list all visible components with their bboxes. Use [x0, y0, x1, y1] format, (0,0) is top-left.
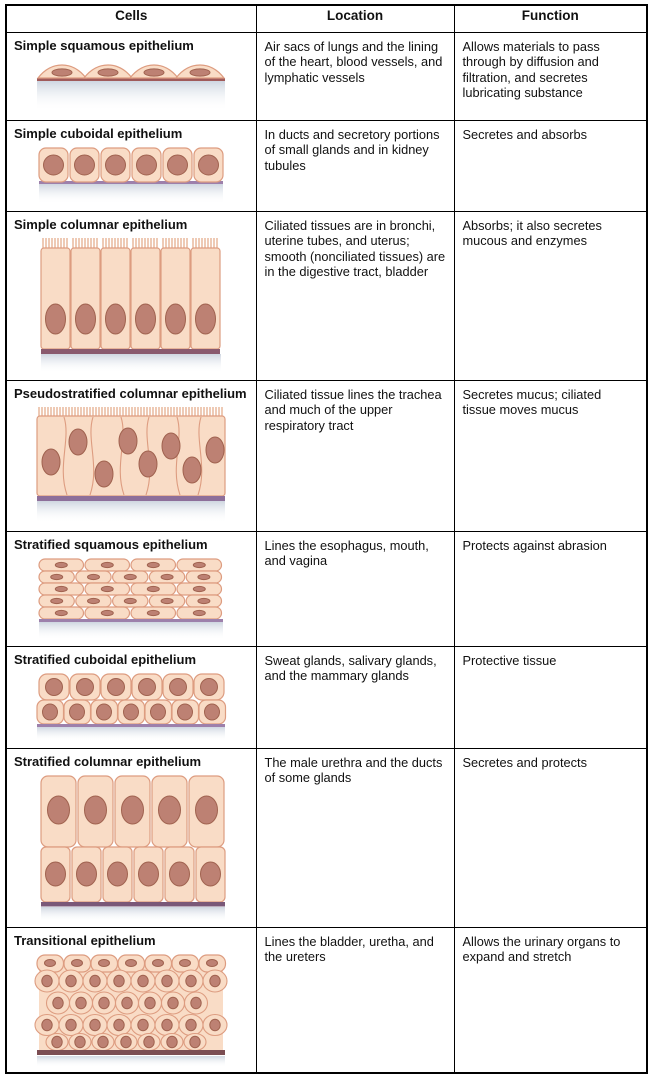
- table-row-pseudostratified-columnar: [6, 380, 647, 531]
- table-row-transitional: [6, 927, 647, 1073]
- location-text: Ciliated tissue lines the trachea and much of the upper respiratory tract: [256, 380, 454, 531]
- tissue-name: Stratified columnar epithelium: [14, 753, 202, 769]
- tissue-name: Simple columnar epithelium: [14, 216, 188, 232]
- tissue-name: Pseudostratified columnar epithelium: [14, 385, 247, 401]
- location-text: Lines the esophagus, mouth, and vagina: [256, 531, 454, 646]
- location-text: The male urethra and the ducts of some glands: [256, 748, 454, 927]
- tissue-name: Stratified cuboidal epithelium: [14, 651, 197, 667]
- tissue-name: Simple squamous epithelium: [14, 37, 194, 53]
- function-text: Allows the urinary organs to expand and stretch: [454, 927, 647, 1073]
- stratified-columnar-illustration: [7, 770, 256, 927]
- location-text: Ciliated tissues are in bronchi, uterine tubes, and uterus; smooth (nonciliated tissues) are in the digestive tract, bladder: [256, 211, 454, 380]
- table-row-simple-squamous: [6, 32, 647, 120]
- table-row-simple-columnar: [6, 211, 647, 380]
- function-text: Secretes and absorbs: [454, 120, 647, 211]
- function-text: Protective tissue: [454, 646, 647, 748]
- table-row-stratified-columnar: [6, 748, 647, 927]
- tissue-name: Simple cuboidal epithelium: [14, 125, 183, 141]
- location-text: Lines the bladder, uretha, and the ureters: [256, 927, 454, 1073]
- table-header: [6, 5, 647, 32]
- simple-squamous-illustration: [7, 54, 256, 119]
- table-row-stratified-squamous: [6, 531, 647, 646]
- function-text: Allows materials to pass through by diffusion and filtration, and secretes lubricating substance: [454, 32, 647, 120]
- function-text: Protects against abrasion: [454, 531, 647, 646]
- function-text: Secretes and protects: [454, 748, 647, 927]
- epithelium-table: [5, 4, 648, 1074]
- location-text: In ducts and secretory portions of small glands and in kidney tubules: [256, 120, 454, 211]
- tissue-name: Stratified squamous epithelium: [14, 536, 208, 552]
- location-text: Sweat glands, salivary glands, and the mammary glands: [256, 646, 454, 748]
- pseudostratified-columnar-illustration: [7, 402, 256, 529]
- column-header-cells: Cells: [6, 5, 256, 32]
- location-text: Air sacs of lungs and the lining of the heart, blood vessels, and lymphatic vessels: [256, 32, 454, 120]
- table-row-stratified-cuboidal: [6, 646, 647, 748]
- column-header-function: Function: [454, 5, 647, 32]
- table-row-simple-cuboidal: [6, 120, 647, 211]
- simple-columnar-illustration: [7, 233, 256, 380]
- stratified-cuboidal-illustration: [7, 668, 256, 747]
- function-text: Absorbs; it also secretes mucous and enzymes: [454, 211, 647, 380]
- column-header-location: Location: [256, 5, 454, 32]
- stratified-squamous-illustration: [7, 553, 256, 646]
- transitional-illustration: [7, 949, 256, 1072]
- simple-cuboidal-illustration: [7, 142, 256, 211]
- tissue-name: Transitional epithelium: [14, 932, 156, 948]
- function-text: Secretes mucus; ciliated tissue moves mucus: [454, 380, 647, 531]
